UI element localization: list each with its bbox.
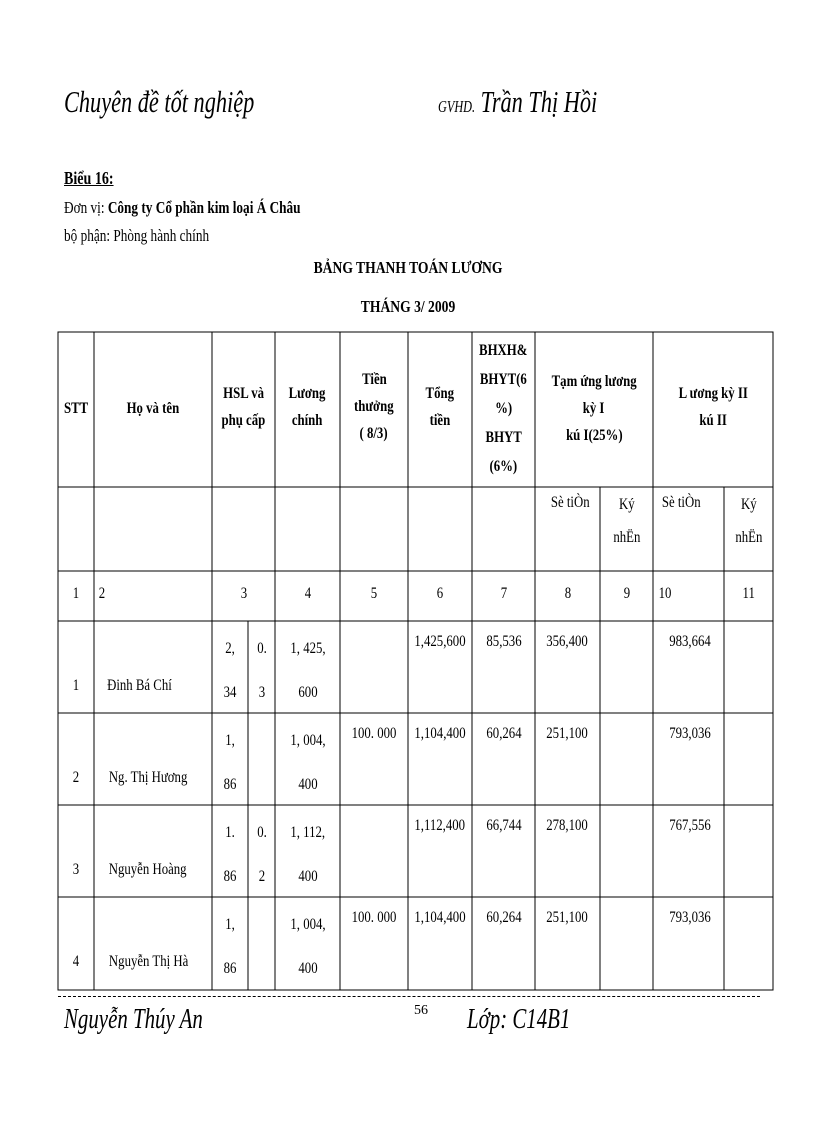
col-number: 1 bbox=[72, 585, 80, 602]
row-luong-ky2: 793,036 bbox=[669, 909, 711, 926]
subheader-ky-nhan-2: Ký nhËn bbox=[734, 496, 763, 546]
document-header-left: Chuyên đề tốt nghiệp bbox=[64, 84, 255, 119]
col-number: 11 bbox=[742, 585, 755, 602]
row-hsl-b bbox=[248, 903, 275, 991]
footer-class: Lớp: C14B1 bbox=[467, 1003, 571, 1035]
row-bhxh: 66,744 bbox=[485, 817, 522, 834]
row-tien-thuong: 100. 000 bbox=[351, 725, 397, 742]
row-tam-ung: 278,100 bbox=[546, 817, 588, 834]
row-hsl-a: 1, 86 bbox=[223, 732, 237, 793]
col-number: 4 bbox=[304, 585, 311, 602]
row-tong-tien: 1,112,400 bbox=[414, 817, 466, 834]
row-name: Nguyễn Hoàng bbox=[108, 861, 187, 878]
col-header-tien-thuong: Tiền thưởng ( 8/3) bbox=[354, 371, 394, 442]
row-tam-ung: 251,100 bbox=[546, 725, 588, 742]
gvhd-label: GVHD. bbox=[438, 97, 476, 116]
donvi-label: Đơn vị: bbox=[64, 198, 105, 217]
row-hsl-a: 1. 86 bbox=[223, 824, 237, 885]
row-stt: 1 bbox=[72, 677, 80, 694]
row-stt: 2 bbox=[72, 769, 80, 786]
bophan-line: bộ phận: Phòng hành chính bbox=[64, 226, 210, 245]
footer-divider bbox=[58, 996, 760, 997]
row-luong-chinh: 1, 004, 400 bbox=[289, 916, 326, 977]
row-bhxh: 60,264 bbox=[485, 909, 522, 926]
col-number: 7 bbox=[500, 585, 507, 602]
table-title: BẢNG THANH TOÁN LƯƠNG bbox=[313, 258, 503, 277]
col-header-stt: STT bbox=[63, 400, 89, 417]
row-luong-ky2: 983,664 bbox=[669, 633, 711, 650]
row-tong-tien: 1,104,400 bbox=[414, 909, 466, 926]
col-number: 3 bbox=[240, 585, 247, 602]
donvi-value: Công ty Cổ phần kim loại Á Châu bbox=[107, 198, 301, 217]
row-stt: 4 bbox=[72, 953, 80, 970]
row-name: Đinh Bá Chí bbox=[107, 677, 172, 694]
page-number: 56 bbox=[414, 1003, 428, 1018]
row-tien-thuong: 100. 000 bbox=[351, 909, 397, 926]
footer-author: Nguyễn Thúy An bbox=[64, 1003, 203, 1035]
row-hsl-b: 0. 2 bbox=[256, 824, 267, 885]
row-luong-chinh: 1, 112, 400 bbox=[290, 824, 325, 885]
row-bhxh: 85,536 bbox=[485, 633, 522, 650]
col-header-tong-tien: Tổng tiền bbox=[425, 385, 455, 429]
col-header-tam-ung: Tạm ứng lương kỳ I kú I(25%) bbox=[551, 373, 637, 444]
col-header-hsl: HSL và phụ cấp bbox=[221, 385, 266, 429]
row-name: Ng. Thị Hương bbox=[108, 769, 188, 786]
row-hsl-a: 2, 34 bbox=[223, 640, 237, 701]
row-tam-ung: 356,400 bbox=[546, 633, 588, 650]
row-tong-tien: 1,425,600 bbox=[414, 633, 466, 650]
table-subtitle: THÁNG 3/ 2009 bbox=[360, 297, 456, 316]
col-number: 5 bbox=[370, 585, 378, 602]
row-tam-ung: 251,100 bbox=[546, 909, 588, 926]
subheader-so-tien-2: Sè tiÒn bbox=[661, 494, 701, 511]
col-number: 8 bbox=[564, 585, 571, 602]
row-luong-ky2: 793,036 bbox=[669, 725, 711, 742]
row-tien-thuong bbox=[340, 811, 408, 840]
col-number: 10 bbox=[658, 585, 672, 602]
row-hsl-b bbox=[248, 719, 275, 807]
col-header-bhxh: BHXH& BHYT(6 %) BHYT (6%) bbox=[479, 342, 528, 475]
row-tien-thuong bbox=[340, 627, 408, 656]
col-header-luong-chinh: Lương chính bbox=[289, 385, 326, 429]
col-number: 6 bbox=[436, 585, 444, 602]
subheader-ky-nhan-1: Ký nhËn bbox=[612, 496, 641, 546]
row-luong-chinh: 1, 004, 400 bbox=[289, 732, 326, 793]
row-hsl-a: 1, 86 bbox=[223, 916, 237, 977]
row-name: Nguyễn Thị Hà bbox=[108, 953, 189, 970]
row-bhxh: 60,264 bbox=[485, 725, 522, 742]
col-header-luong-ky2: L ương kỳ II kú II bbox=[678, 385, 748, 429]
row-hsl-b: 0. 3 bbox=[256, 640, 267, 701]
gvhd-name: Trần Thị Hồi bbox=[480, 84, 598, 119]
col-number: 2 bbox=[98, 585, 106, 602]
col-header-hoten: Họ và tên bbox=[126, 400, 180, 417]
col-number: 9 bbox=[623, 585, 630, 602]
row-tong-tien: 1,104,400 bbox=[414, 725, 466, 742]
row-stt: 3 bbox=[72, 861, 80, 878]
row-luong-ky2: 767,556 bbox=[669, 817, 711, 834]
subheader-so-tien-1: Sè tiÒn bbox=[550, 494, 590, 511]
bieu-label: Biểu 16: bbox=[64, 168, 114, 188]
row-luong-chinh: 1, 425, 600 bbox=[289, 640, 326, 701]
